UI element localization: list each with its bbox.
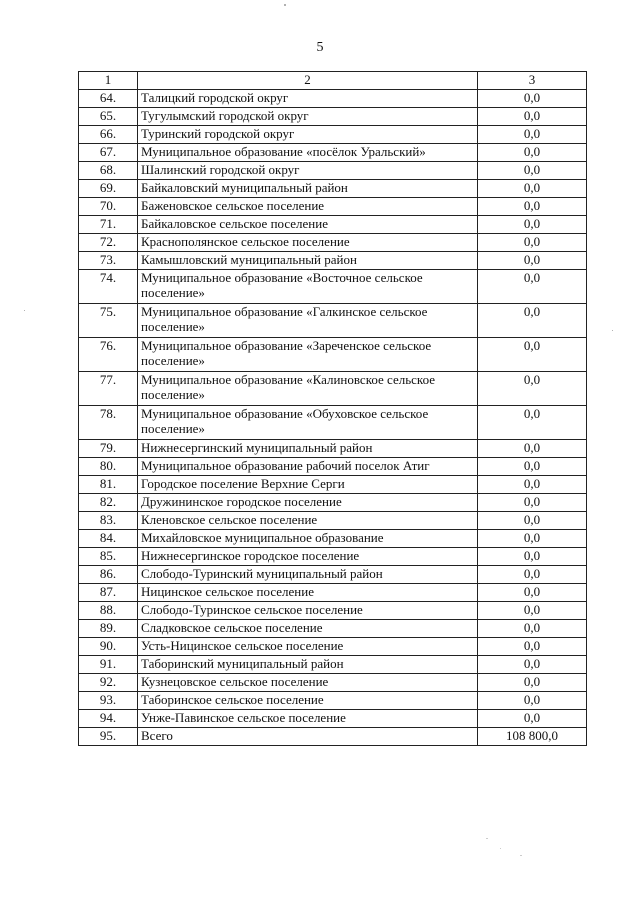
row-value: 0,0 [478, 548, 587, 566]
row-value: 0,0 [478, 584, 587, 602]
row-number: 87. [79, 584, 138, 602]
table-row [79, 674, 587, 692]
row-name: Краснополянское сельское поселение [138, 234, 478, 252]
row-value: 0,0 [478, 476, 587, 494]
row-value: 0,0 [478, 530, 587, 548]
row-number: 84. [79, 530, 138, 548]
row-value: 0,0 [478, 674, 587, 692]
table-row [79, 566, 587, 584]
row-number: 89. [79, 620, 138, 638]
row-value: 0,0 [478, 126, 587, 144]
row-name: Байкаловское сельское поселение [138, 216, 478, 234]
row-number: 68. [79, 162, 138, 180]
table-row [79, 602, 587, 620]
row-value: 0,0 [478, 372, 587, 406]
row-number: 79. [79, 440, 138, 458]
allocation-table [78, 71, 587, 746]
row-name: Михайловское муниципальное образование [138, 530, 478, 548]
row-name: Шалинский городской округ [138, 162, 478, 180]
scan-speck [284, 4, 286, 6]
scan-speck [612, 330, 613, 331]
scan-speck [500, 848, 501, 849]
table-row [79, 406, 587, 440]
table-row [79, 372, 587, 406]
row-number: 85. [79, 548, 138, 566]
row-value: 0,0 [478, 270, 587, 304]
row-value: 0,0 [478, 198, 587, 216]
row-number: 83. [79, 512, 138, 530]
row-name: Тугулымский городской округ [138, 108, 478, 126]
row-number: 75. [79, 304, 138, 338]
row-value: 0,0 [478, 440, 587, 458]
row-name: Муниципальное образование «Калиновское сельское поселение» [138, 372, 478, 406]
row-value: 0,0 [478, 180, 587, 198]
table-row [79, 90, 587, 108]
row-number: 66. [79, 126, 138, 144]
row-value: 0,0 [478, 252, 587, 270]
table-row [79, 710, 587, 728]
row-name: Муниципальное образование «Восточное сельское поселение» [138, 270, 478, 304]
row-name: Слободо-Туринское сельское поселение [138, 602, 478, 620]
row-name: Баженовское сельское поселение [138, 198, 478, 216]
row-value: 0,0 [478, 494, 587, 512]
row-number: 74. [79, 270, 138, 304]
table-row [79, 270, 587, 304]
header-cell-value: 3 [478, 72, 587, 90]
row-number: 78. [79, 406, 138, 440]
row-value: 0,0 [478, 566, 587, 584]
row-value: 0,0 [478, 216, 587, 234]
row-name: Кленовское сельское поселение [138, 512, 478, 530]
row-name: Унже-Павинское сельское поселение [138, 710, 478, 728]
table-row [79, 530, 587, 548]
table-row [79, 338, 587, 372]
row-number: 71. [79, 216, 138, 234]
row-name: Сладковское сельское поселение [138, 620, 478, 638]
row-number: 69. [79, 180, 138, 198]
row-value: 0,0 [478, 144, 587, 162]
row-value: 0,0 [478, 512, 587, 530]
row-name: Нижнесергинское городское поселение [138, 548, 478, 566]
table-row [79, 548, 587, 566]
scan-speck [486, 838, 488, 839]
row-name: Муниципальное образование рабочий поселок Атиг [138, 458, 478, 476]
row-number: 91. [79, 656, 138, 674]
row-number: 70. [79, 198, 138, 216]
row-name: Всего [138, 728, 478, 746]
row-value: 0,0 [478, 234, 587, 252]
row-name: Муниципальное образование «Обуховское сельское поселение» [138, 406, 478, 440]
row-name: Камышловский муниципальный район [138, 252, 478, 270]
row-name: Таборинское сельское поселение [138, 692, 478, 710]
row-number: 82. [79, 494, 138, 512]
row-value: 0,0 [478, 338, 587, 372]
table-row [79, 180, 587, 198]
row-number: 67. [79, 144, 138, 162]
row-value: 0,0 [478, 602, 587, 620]
table-row [79, 126, 587, 144]
table-row [79, 234, 587, 252]
row-value: 0,0 [478, 162, 587, 180]
table-row [79, 656, 587, 674]
table-row [79, 692, 587, 710]
row-value: 0,0 [478, 304, 587, 338]
row-name: Слободо-Туринский муниципальный район [138, 566, 478, 584]
row-number: 80. [79, 458, 138, 476]
row-name: Туринский городской округ [138, 126, 478, 144]
row-number: 77. [79, 372, 138, 406]
row-name: Городское поселение Верхние Серги [138, 476, 478, 494]
row-number: 95. [79, 728, 138, 746]
table-row [79, 584, 587, 602]
row-number: 90. [79, 638, 138, 656]
table-row [79, 108, 587, 126]
table-row [79, 162, 587, 180]
row-value: 0,0 [478, 710, 587, 728]
row-value: 108 800,0 [478, 728, 587, 746]
row-number: 65. [79, 108, 138, 126]
header-cell-name: 2 [138, 72, 478, 90]
table-row [79, 728, 587, 746]
table-header-row [79, 72, 587, 90]
row-value: 0,0 [478, 692, 587, 710]
table-row [79, 252, 587, 270]
row-value: 0,0 [478, 656, 587, 674]
row-number: 72. [79, 234, 138, 252]
page-number: 5 [316, 40, 324, 55]
table-row [79, 620, 587, 638]
row-number: 93. [79, 692, 138, 710]
row-name: Нижнесергинский муниципальный район [138, 440, 478, 458]
row-number: 81. [79, 476, 138, 494]
table-row [79, 440, 587, 458]
table-row [79, 216, 587, 234]
row-name: Ницинское сельское поселение [138, 584, 478, 602]
row-name: Байкаловский муниципальный район [138, 180, 478, 198]
table-row [79, 198, 587, 216]
row-value: 0,0 [478, 90, 587, 108]
row-number: 64. [79, 90, 138, 108]
table-row [79, 494, 587, 512]
row-number: 94. [79, 710, 138, 728]
row-number: 88. [79, 602, 138, 620]
row-number: 86. [79, 566, 138, 584]
row-name: Дружининское городское поселение [138, 494, 478, 512]
row-name: Усть-Ницинское сельское поселение [138, 638, 478, 656]
row-name: Талицкий городской округ [138, 90, 478, 108]
table-row [79, 638, 587, 656]
row-value: 0,0 [478, 406, 587, 440]
row-value: 0,0 [478, 638, 587, 656]
row-name: Муниципальное образование «Зареченское сельское поселение» [138, 338, 478, 372]
row-name: Муниципальное образование «Галкинское сельское поселение» [138, 304, 478, 338]
row-number: 76. [79, 338, 138, 372]
row-name: Таборинский муниципальный район [138, 656, 478, 674]
row-value: 0,0 [478, 108, 587, 126]
row-value: 0,0 [478, 458, 587, 476]
table-row [79, 512, 587, 530]
header-cell-number: 1 [79, 72, 138, 90]
scan-speck [520, 855, 522, 856]
row-value: 0,0 [478, 620, 587, 638]
scan-speck [24, 310, 25, 311]
row-number: 73. [79, 252, 138, 270]
table-row [79, 458, 587, 476]
table-row [79, 144, 587, 162]
row-name: Кузнецовское сельское поселение [138, 674, 478, 692]
table-row [79, 476, 587, 494]
row-number: 92. [79, 674, 138, 692]
table-row [79, 304, 587, 338]
row-name: Муниципальное образование «посёлок Уральский» [138, 144, 478, 162]
